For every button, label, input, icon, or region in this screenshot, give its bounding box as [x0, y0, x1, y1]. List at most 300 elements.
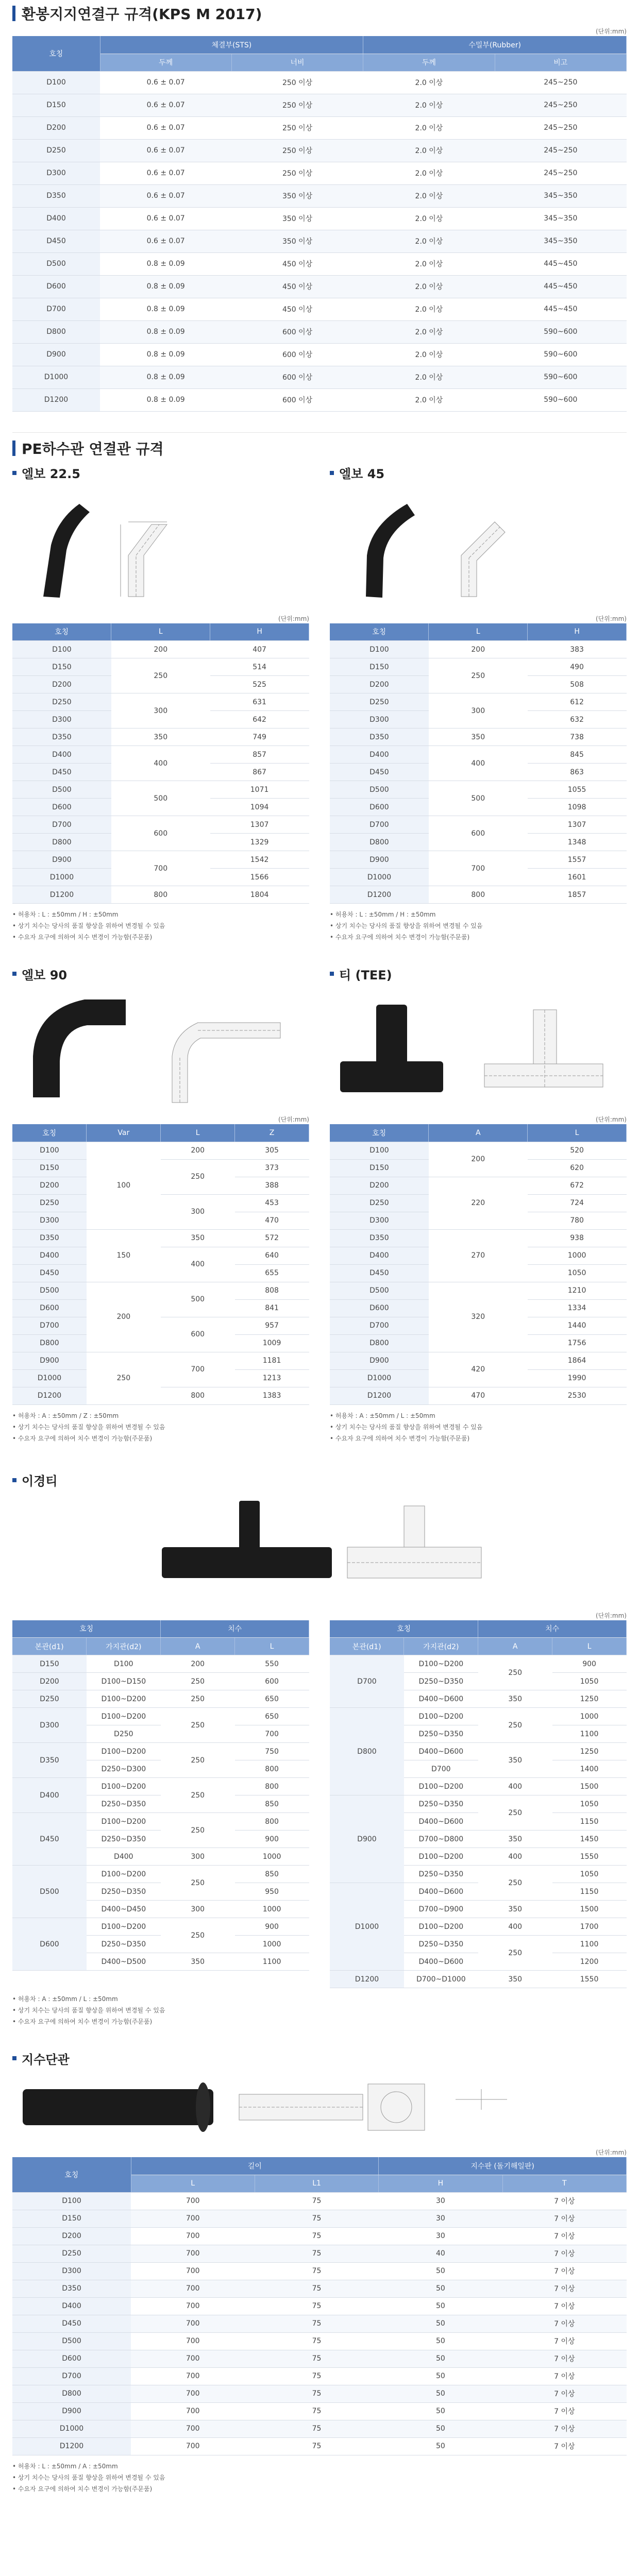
table-cell: 250 이상: [231, 116, 363, 139]
table-cell: 1150: [552, 1813, 627, 1831]
table-cell: D350: [12, 1229, 87, 1247]
table-cell: D450: [12, 1264, 87, 1282]
table-row: [12, 2367, 627, 2385]
table-row: [330, 728, 627, 746]
table-cell: 345~350: [495, 230, 626, 252]
table-cell: 245~250: [495, 71, 626, 94]
table-cell: 1071: [210, 781, 309, 799]
table-cell: 600: [235, 1673, 309, 1690]
table-cell: D900: [330, 1352, 429, 1369]
sub-title-elbow-45: [330, 463, 627, 483]
table-cell: 250: [478, 1866, 552, 1901]
table-cell: 1550: [552, 1971, 627, 1988]
table-row: [12, 343, 627, 366]
table-cell: D250~D350: [87, 1883, 161, 1901]
tee-block: [330, 963, 627, 1444]
table-cell: 520: [528, 1142, 627, 1159]
col-name: 호칭: [330, 623, 429, 641]
table-cell: 383: [528, 641, 627, 658]
table-cell: 30: [379, 2227, 502, 2245]
table-cell: 640: [235, 1247, 309, 1264]
col-l: L: [429, 623, 528, 641]
table-cell: 514: [210, 658, 309, 676]
table-row: [12, 1866, 309, 1883]
table-cell: 1334: [528, 1299, 627, 1317]
sub-title-tee: [330, 963, 627, 984]
table-cell: 1500: [552, 1778, 627, 1795]
table-cell: 350: [478, 1971, 552, 1988]
sub-title-elbow-90: [12, 963, 309, 984]
table-cell: D200: [330, 1177, 429, 1194]
table-cell: D1000: [330, 1883, 404, 1971]
col-l: L: [528, 1124, 627, 1142]
table-cell: D350: [330, 1229, 429, 1247]
table-row: [12, 116, 627, 139]
table-cell: 75: [255, 2227, 378, 2245]
table-cell: D400: [330, 746, 429, 764]
table-cell: 1000: [528, 1247, 627, 1264]
elbow-45-table: [330, 623, 627, 904]
col-z: Z: [235, 1124, 309, 1142]
table-cell: D1000: [330, 1369, 429, 1387]
table-cell: 245~250: [495, 162, 626, 184]
table-cell: 400: [478, 1778, 552, 1795]
table-cell: D350: [12, 184, 100, 207]
table-cell: 1098: [528, 799, 627, 816]
table-cell: 1450: [552, 1831, 627, 1848]
table-row: [12, 1317, 309, 1334]
table-row: [12, 1743, 309, 1760]
table-row: [330, 1655, 627, 1673]
table-cell: 2.0 이상: [363, 207, 495, 230]
table-cell: 1050: [552, 1673, 627, 1690]
table-cell: 0.8 ± 0.09: [100, 320, 231, 343]
table-cell: D400~D600: [404, 1690, 478, 1708]
table-cell: D400~D600: [404, 1813, 478, 1831]
table-cell: 470: [235, 1212, 309, 1229]
table-row: [12, 2402, 627, 2420]
table-row: [12, 1387, 309, 1404]
table-cell: 250: [111, 658, 210, 693]
elbow-22-5-table: [12, 623, 309, 904]
note-line: • 수요자 요구에 의하여 치수 변경이 가능함(주문품): [12, 1434, 153, 1442]
table-cell: D400~D450: [87, 1901, 161, 1918]
table-cell: 350: [478, 1831, 552, 1848]
table-cell: 845: [528, 746, 627, 764]
unit-label: (단위:mm): [278, 615, 309, 622]
table-cell: 0.6 ± 0.07: [100, 162, 231, 184]
table-row: [330, 658, 627, 676]
table-cell: 1055: [528, 781, 627, 799]
bullet-icon: [12, 1478, 16, 1482]
table-cell: D100~D200: [87, 1708, 161, 1725]
table-cell: D250: [330, 693, 429, 711]
table-cell: D100: [87, 1655, 161, 1673]
table-cell: D150: [12, 658, 111, 676]
table-row: [12, 252, 627, 275]
table-cell: D300: [12, 2262, 131, 2280]
table-cell: 350: [478, 1690, 552, 1708]
table-cell: 1050: [528, 1264, 627, 1282]
table-cell: 7 이상: [502, 2437, 626, 2455]
note-line: • 허용차 : L : ±50mm / H : ±50mm: [330, 911, 436, 918]
table-cell: 1094: [210, 799, 309, 816]
table-cell: 700: [131, 2350, 255, 2367]
table-row: [12, 2280, 627, 2297]
table-cell: D250: [330, 1194, 429, 1212]
table-cell: 850: [235, 1866, 309, 1883]
table-cell: 50: [379, 2385, 502, 2402]
table-cell: D400~D600: [404, 1883, 478, 1901]
table-cell: D900: [12, 2402, 131, 2420]
elbow-22-5-image: [12, 483, 309, 612]
table-cell: D800: [330, 1708, 404, 1795]
table-cell: D400: [12, 746, 111, 764]
col-l1: L1: [255, 2175, 378, 2192]
table-row: [330, 886, 627, 904]
col-thickness: 두께: [363, 54, 495, 71]
table-cell: 525: [210, 676, 309, 693]
table-cell: D1200: [12, 886, 111, 904]
table-cell: 490: [528, 658, 627, 676]
table-cell: D400: [330, 1247, 429, 1264]
elbow-90-block: [12, 963, 309, 1444]
table-cell: 1150: [552, 1883, 627, 1901]
table-cell: 1250: [552, 1743, 627, 1760]
table-cell: 600 이상: [231, 366, 363, 388]
table-row: [330, 641, 627, 658]
table-cell: D100: [12, 2192, 131, 2210]
col-rubber: 수밀부(Rubber): [363, 36, 627, 54]
table-cell: 270: [429, 1229, 528, 1282]
table-cell: D250~D350: [404, 1673, 478, 1690]
table-row: [330, 781, 627, 799]
table-cell: 2.0 이상: [363, 366, 495, 388]
table-row: [12, 162, 627, 184]
sub-title-text: 엘보 22.5: [22, 467, 80, 481]
table-cell: 1500: [552, 1901, 627, 1918]
table-row: [12, 1813, 309, 1831]
elbow-90-image: [12, 984, 309, 1113]
table-cell: 50: [379, 2332, 502, 2350]
table-row: [12, 1673, 309, 1690]
table-row: [12, 298, 627, 320]
table-cell: D800: [12, 834, 111, 851]
table-cell: 350: [111, 728, 210, 746]
table-cell: 350: [161, 1229, 235, 1247]
table-cell: 7 이상: [502, 2227, 626, 2245]
table-cell: 1566: [210, 869, 309, 886]
table-cell: D1200: [12, 1387, 87, 1404]
elbow-45-drawing: [461, 522, 505, 597]
ring-support-table: [12, 36, 627, 412]
table-row: [12, 2437, 627, 2455]
table-cell: D500: [330, 781, 429, 799]
col-name: 호칭: [12, 1124, 87, 1142]
table-cell: 200: [161, 1142, 235, 1159]
table-cell: 250: [161, 1813, 235, 1848]
table-cell: 1383: [235, 1387, 309, 1404]
notes: [12, 1993, 627, 2027]
elbow-45-block: [330, 463, 627, 943]
sub-title-reducing-tee: [12, 1470, 627, 1490]
table-cell: 250: [87, 1352, 161, 1404]
table-cell: 100: [87, 1142, 161, 1229]
table-cell: 250: [478, 1795, 552, 1831]
col-l: L: [131, 2175, 255, 2192]
elbow-22-5-block: [12, 463, 309, 943]
table-cell: 1307: [210, 816, 309, 834]
table-cell: 0.6 ± 0.07: [100, 184, 231, 207]
table-cell: 1050: [552, 1866, 627, 1883]
table-cell: 50: [379, 2315, 502, 2332]
table-cell: 841: [235, 1299, 309, 1317]
table-row: [330, 1352, 627, 1369]
table-cell: 7 이상: [502, 2385, 626, 2402]
table-cell: 700: [131, 2210, 255, 2227]
table-cell: D700: [330, 816, 429, 834]
table-cell: D400: [12, 1778, 87, 1813]
col-h: H: [379, 2175, 502, 2192]
table-cell: 350: [478, 1743, 552, 1778]
table-cell: D150: [12, 94, 100, 116]
table-cell: 0.8 ± 0.09: [100, 252, 231, 275]
table-cell: D1000: [12, 869, 111, 886]
bullet-icon: [12, 972, 16, 976]
table-cell: D150: [330, 658, 429, 676]
table-cell: 600 이상: [231, 320, 363, 343]
table-cell: D400: [87, 1848, 161, 1866]
table-cell: D700: [12, 298, 100, 320]
table-cell: 0.6 ± 0.07: [100, 94, 231, 116]
col-d1: 본관(d1): [12, 1638, 87, 1655]
table-cell: 75: [255, 2367, 378, 2385]
table-cell: D1000: [12, 366, 100, 388]
table-cell: 7 이상: [502, 2332, 626, 2350]
table-cell: 2.0 이상: [363, 252, 495, 275]
table-cell: 345~350: [495, 184, 626, 207]
table-cell: D250~D350: [87, 1936, 161, 1953]
bullet-icon: [330, 471, 334, 475]
table-cell: 75: [255, 2245, 378, 2262]
table-cell: 0.8 ± 0.09: [100, 343, 231, 366]
notes: [330, 1410, 627, 1444]
table-cell: D1200: [12, 2437, 131, 2455]
table-cell: D250: [87, 1725, 161, 1743]
table-cell: 590~600: [495, 366, 626, 388]
table-row: [12, 366, 627, 388]
table-cell: 250 이상: [231, 94, 363, 116]
table-cell: 600: [161, 1317, 235, 1352]
waterstop-pipe-drawing: [239, 2084, 507, 2130]
elbow-90-photo: [33, 999, 126, 1097]
table-cell: D900: [12, 1352, 87, 1369]
table-cell: D500: [12, 1282, 87, 1299]
table-cell: D200: [12, 1673, 87, 1690]
table-cell: 700: [131, 2315, 255, 2332]
table-cell: D700: [330, 1655, 404, 1708]
table-cell: 672: [528, 1177, 627, 1194]
table-row: [12, 1918, 309, 1936]
table-row: [12, 1159, 309, 1177]
table-cell: 2.0 이상: [363, 184, 495, 207]
col-thickness: 두께: [100, 54, 231, 71]
table-cell: 750: [235, 1743, 309, 1760]
table-row: [12, 693, 309, 711]
table-cell: 75: [255, 2437, 378, 2455]
tee-table: [330, 1124, 627, 1405]
table-cell: 150: [87, 1229, 161, 1282]
table-cell: 345~350: [495, 207, 626, 230]
table-cell: 50: [379, 2437, 502, 2455]
table-cell: D1200: [330, 1387, 429, 1404]
table-cell: 50: [379, 2297, 502, 2315]
note-line: • 상기 치수는 당사의 품질 향상을 위하여 변경될 수 있음: [330, 922, 483, 929]
reducing-tee-table-right: [330, 1620, 627, 1989]
table-row: [12, 1142, 309, 1159]
table-row: [12, 275, 627, 298]
table-cell: 1307: [528, 816, 627, 834]
reducing-tee-table-left: [12, 1620, 309, 1971]
table-cell: 75: [255, 2210, 378, 2227]
table-cell: 650: [235, 1708, 309, 1725]
table-cell: 900: [235, 1831, 309, 1848]
table-cell: D1000: [12, 1369, 87, 1387]
table-cell: 0.6 ± 0.07: [100, 207, 231, 230]
table-cell: D500: [330, 1282, 429, 1299]
table-cell: 350: [478, 1901, 552, 1918]
table-cell: 470: [429, 1387, 528, 1404]
table-cell: 1557: [528, 851, 627, 869]
table-cell: 572: [235, 1229, 309, 1247]
table-cell: 320: [429, 1282, 528, 1352]
table-cell: 1000: [235, 1848, 309, 1866]
col-name: 호칭: [12, 36, 100, 71]
table-cell: D100~D200: [404, 1708, 478, 1725]
col-width: 너비: [231, 54, 363, 71]
table-cell: D250: [12, 1690, 87, 1708]
table-row: [330, 1795, 627, 1813]
table-cell: 1213: [235, 1369, 309, 1387]
table-cell: 250: [161, 1673, 235, 1690]
table-cell: 350 이상: [231, 230, 363, 252]
table-cell: 400: [429, 746, 528, 781]
table-cell: 857: [210, 746, 309, 764]
table-cell: 1100: [235, 1953, 309, 1971]
table-row: [12, 1282, 309, 1299]
sub-title-text: 엘보 45: [339, 467, 385, 481]
table-cell: D250: [12, 2245, 131, 2262]
table-cell: 800: [161, 1387, 235, 1404]
table-cell: D100: [12, 641, 111, 658]
reducing-tee-photo: [162, 1501, 332, 1578]
table-cell: D600: [330, 799, 429, 816]
note-line: • 허용차 : A : ±50mm / Z : ±50mm: [12, 1412, 119, 1419]
table-cell: 700: [131, 2367, 255, 2385]
table-row: [12, 1229, 309, 1247]
table-cell: 808: [235, 1282, 309, 1299]
table-cell: D1200: [330, 886, 429, 904]
table-cell: 30: [379, 2210, 502, 2227]
table-cell: 800: [235, 1778, 309, 1795]
table-cell: D200: [330, 676, 429, 693]
table-cell: D300: [12, 162, 100, 184]
sub-title-elbow-22-5: [12, 463, 309, 483]
col-waterstop-plate: 지수판 (돌기해일판): [379, 2157, 627, 2175]
table-cell: 749: [210, 728, 309, 746]
table-cell: 2.0 이상: [363, 230, 495, 252]
table-cell: D100~D200: [87, 1690, 161, 1708]
table-cell: D100~D200: [87, 1778, 161, 1795]
table-row: [330, 851, 627, 869]
note-line: • 상기 치수는 당사의 품질 향상을 위하여 변경될 수 있음: [330, 1423, 483, 1431]
col-dimension: 치수: [478, 1620, 627, 1638]
table-cell: 863: [528, 764, 627, 781]
table-cell: 373: [235, 1159, 309, 1177]
waterstop-pipe-image: [12, 2069, 627, 2146]
table-cell: 1601: [528, 869, 627, 886]
table-cell: 350 이상: [231, 207, 363, 230]
table-cell: 305: [235, 1142, 309, 1159]
table-cell: D250~D350: [87, 1795, 161, 1813]
table-cell: D1200: [330, 1971, 404, 1988]
table-row: [12, 2210, 627, 2227]
table-cell: D300: [12, 1212, 87, 1229]
table-row: [330, 1971, 627, 1988]
table-cell: 7 이상: [502, 2420, 626, 2437]
sub-title-text: 이경티: [22, 1474, 58, 1488]
table-cell: D800: [330, 1334, 429, 1352]
table-cell: 642: [210, 711, 309, 728]
table-row: [12, 94, 627, 116]
unit-label: (단위:mm): [596, 1612, 627, 1619]
unit-label: (단위:mm): [278, 1116, 309, 1123]
table-cell: 250: [161, 1159, 235, 1194]
tee-image: [330, 984, 627, 1113]
table-cell: 200: [429, 641, 528, 658]
table-cell: 400: [478, 1918, 552, 1936]
table-cell: D400: [12, 207, 100, 230]
note-line: • 허용차 : L : ±50mm / A : ±50mm: [12, 2462, 118, 2470]
table-cell: D600: [12, 2350, 131, 2367]
table-cell: D900: [330, 1795, 404, 1883]
table-row: [330, 1177, 627, 1194]
sub-title-text: 엘보 90: [22, 968, 68, 982]
table-cell: 590~600: [495, 388, 626, 411]
table-cell: 800: [235, 1760, 309, 1778]
title-bar: [12, 6, 15, 21]
notes: [330, 909, 627, 943]
table-cell: 1000: [552, 1708, 627, 1725]
table-cell: 75: [255, 2192, 378, 2210]
table-cell: 700: [131, 2297, 255, 2315]
table-cell: 0.6 ± 0.07: [100, 230, 231, 252]
col-sts: 체결부(STS): [100, 36, 363, 54]
table-cell: D800: [12, 2385, 131, 2402]
table-row: [330, 1387, 627, 1404]
table-row: [12, 1352, 309, 1369]
col-t: T: [502, 2175, 626, 2192]
table-cell: 250 이상: [231, 162, 363, 184]
table-cell: D250~D350: [404, 1725, 478, 1743]
table-cell: D1000: [330, 869, 429, 886]
bullet-icon: [12, 471, 16, 475]
col-name: 호칭: [12, 1620, 161, 1638]
table-cell: D900: [330, 851, 429, 869]
table-cell: 250: [161, 1743, 235, 1778]
table-row: [12, 230, 627, 252]
table-cell: D1000: [12, 2420, 131, 2437]
